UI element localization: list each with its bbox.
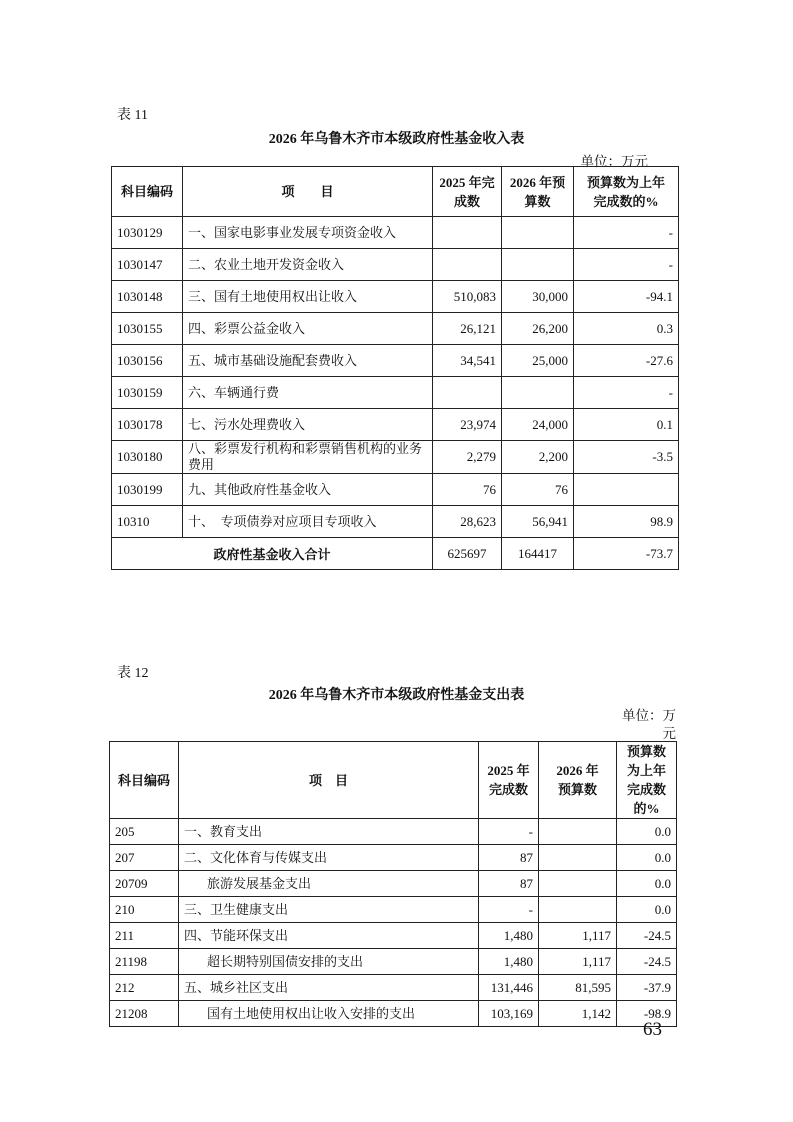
cell-actual-2025: 103,169 bbox=[479, 1001, 539, 1027]
cell-item: 一、国家电影事业发展专项资金收入 bbox=[183, 217, 433, 249]
cell-item: 四、彩票公益金收入 bbox=[183, 313, 433, 345]
cell-item: 九、其他政府性基金收入 bbox=[183, 474, 433, 506]
cell-ratio: -98.9 bbox=[617, 1001, 677, 1027]
table-row bbox=[110, 897, 677, 923]
cell-item: 二、农业土地开发资金收入 bbox=[183, 249, 433, 281]
table-row bbox=[112, 281, 679, 313]
cell-actual-2025: - bbox=[479, 819, 539, 845]
cell-budget-2026 bbox=[539, 819, 617, 845]
cell-budget-2026: 1,117 bbox=[539, 949, 617, 975]
cell-actual-2025 bbox=[433, 249, 502, 281]
cell-item: 国有土地使用权出让收入安排的支出 bbox=[179, 1001, 479, 1027]
cell-actual-2025: 1,480 bbox=[479, 949, 539, 975]
table-row bbox=[112, 345, 679, 377]
table11-unit: 单位：万元 bbox=[580, 154, 648, 169]
cell-actual-2025: 28,623 bbox=[433, 506, 502, 538]
table-row bbox=[110, 871, 677, 897]
table11-total-row bbox=[112, 538, 679, 570]
cell-code: 1030159 bbox=[112, 377, 183, 409]
cell-ratio: 0.0 bbox=[617, 871, 677, 897]
total-label: 政府性基金收入合计 bbox=[112, 538, 433, 570]
cell-code: 1030147 bbox=[112, 249, 183, 281]
cell-budget-2026 bbox=[539, 845, 617, 871]
cell-code: 20709 bbox=[110, 871, 179, 897]
table-row bbox=[110, 1001, 677, 1027]
cell-code: 10310 bbox=[112, 506, 183, 538]
table-row bbox=[110, 923, 677, 949]
cell-actual-2025: 76 bbox=[433, 474, 502, 506]
table-row bbox=[112, 313, 679, 345]
cell-item: 六、车辆通行费 bbox=[183, 377, 433, 409]
cell-item: 四、节能环保支出 bbox=[179, 923, 479, 949]
cell-ratio: -24.5 bbox=[617, 923, 677, 949]
cell-ratio: - bbox=[574, 217, 679, 249]
header-actual-2025: 2025 年完成数 bbox=[433, 167, 502, 217]
header-budget-2026: 2026 年预算数 bbox=[502, 167, 574, 217]
cell-ratio: 98.9 bbox=[574, 506, 679, 538]
cell-ratio: -37.9 bbox=[617, 975, 677, 1001]
cell-actual-2025: 87 bbox=[479, 845, 539, 871]
cell-actual-2025: 1,480 bbox=[479, 923, 539, 949]
cell-budget-2026: 25,000 bbox=[502, 345, 574, 377]
cell-actual-2025: 131,446 bbox=[479, 975, 539, 1001]
table-row bbox=[112, 377, 679, 409]
table-row bbox=[112, 474, 679, 506]
cell-item: 七、污水处理费收入 bbox=[183, 409, 433, 441]
total-budget-2026: 164417 bbox=[502, 538, 574, 570]
total-actual-2025: 625697 bbox=[433, 538, 502, 570]
cell-ratio: -27.6 bbox=[574, 345, 679, 377]
table-row bbox=[110, 949, 677, 975]
table11 bbox=[111, 166, 679, 570]
cell-item: 五、城乡社区支出 bbox=[179, 975, 479, 1001]
cell-budget-2026: 24,000 bbox=[502, 409, 574, 441]
table-row bbox=[112, 249, 679, 281]
cell-actual-2025: - bbox=[479, 897, 539, 923]
cell-budget-2026: 81,595 bbox=[539, 975, 617, 1001]
table-row bbox=[110, 845, 677, 871]
header-code: 科目编码 bbox=[112, 167, 183, 217]
cell-budget-2026: 1,117 bbox=[539, 923, 617, 949]
header-item: 项 目 bbox=[179, 742, 479, 819]
cell-code: 210 bbox=[110, 897, 179, 923]
cell-actual-2025: 34,541 bbox=[433, 345, 502, 377]
header-ratio: 预算数为上年完成数的% bbox=[574, 167, 679, 217]
cell-item: 三、卫生健康支出 bbox=[179, 897, 479, 923]
cell-ratio: 0.1 bbox=[574, 409, 679, 441]
cell-item: 八、彩票发行机构和彩票销售机构的业务费用 bbox=[183, 441, 433, 474]
cell-actual-2025: 23,974 bbox=[433, 409, 502, 441]
cell-code: 1030148 bbox=[112, 281, 183, 313]
cell-actual-2025 bbox=[433, 217, 502, 249]
cell-ratio: 0.3 bbox=[574, 313, 679, 345]
table-row bbox=[112, 441, 679, 474]
page-number: 63 bbox=[643, 1019, 662, 1040]
cell-budget-2026 bbox=[502, 217, 574, 249]
cell-code: 21198 bbox=[110, 949, 179, 975]
cell-actual-2025: 87 bbox=[479, 871, 539, 897]
table11-header-row bbox=[112, 167, 679, 217]
cell-item: 十、 专项债券对应项目专项收入 bbox=[183, 506, 433, 538]
table-row bbox=[112, 409, 679, 441]
cell-code: 211 bbox=[110, 923, 179, 949]
table12 bbox=[109, 741, 677, 1027]
cell-budget-2026: 2,200 bbox=[502, 441, 574, 474]
cell-ratio: 0.0 bbox=[617, 819, 677, 845]
cell-ratio bbox=[574, 474, 679, 506]
header-code: 科目编码 bbox=[110, 742, 179, 819]
cell-budget-2026 bbox=[502, 377, 574, 409]
cell-ratio: - bbox=[574, 377, 679, 409]
cell-code: 212 bbox=[110, 975, 179, 1001]
cell-code: 1030129 bbox=[112, 217, 183, 249]
cell-code: 1030156 bbox=[112, 345, 183, 377]
cell-ratio: -24.5 bbox=[617, 949, 677, 975]
header-actual-2025: 2025 年完成数 bbox=[479, 742, 539, 819]
cell-actual-2025 bbox=[433, 377, 502, 409]
table12-title: 2026 年乌鲁木齐市本级政府性基金支出表 bbox=[268, 688, 525, 703]
cell-code: 1030178 bbox=[112, 409, 183, 441]
cell-budget-2026 bbox=[502, 249, 574, 281]
cell-budget-2026 bbox=[539, 871, 617, 897]
cell-budget-2026: 1,142 bbox=[539, 1001, 617, 1027]
cell-code: 1030180 bbox=[112, 441, 183, 474]
cell-actual-2025: 510,083 bbox=[433, 281, 502, 313]
cell-code: 1030155 bbox=[112, 313, 183, 345]
cell-item: 超长期特别国债安排的支出 bbox=[179, 949, 479, 975]
table-row bbox=[110, 819, 677, 845]
cell-code: 1030199 bbox=[112, 474, 183, 506]
cell-budget-2026 bbox=[539, 897, 617, 923]
header-budget-2026: 2026 年预算数 bbox=[539, 742, 617, 819]
cell-budget-2026: 56,941 bbox=[502, 506, 574, 538]
cell-ratio: -3.5 bbox=[574, 441, 679, 474]
cell-ratio: 0.0 bbox=[617, 845, 677, 871]
table11-label: 表 11 bbox=[117, 108, 148, 123]
header-item: 项 目 bbox=[183, 167, 433, 217]
cell-actual-2025: 2,279 bbox=[433, 441, 502, 474]
cell-actual-2025: 26,121 bbox=[433, 313, 502, 345]
table12-header-row bbox=[110, 742, 677, 819]
table12-label: 表 12 bbox=[117, 666, 149, 681]
cell-ratio: -94.1 bbox=[574, 281, 679, 313]
cell-budget-2026: 30,000 bbox=[502, 281, 574, 313]
cell-item: 二、文化体育与传媒支出 bbox=[179, 845, 479, 871]
table-row bbox=[110, 975, 677, 1001]
cell-code: 207 bbox=[110, 845, 179, 871]
cell-code: 21208 bbox=[110, 1001, 179, 1027]
cell-ratio: 0.0 bbox=[617, 897, 677, 923]
table-row bbox=[112, 217, 679, 249]
table-row bbox=[112, 506, 679, 538]
table12-unit-line2: 元 bbox=[662, 726, 676, 741]
table11-title: 2026 年乌鲁木齐市本级政府性基金收入表 bbox=[268, 132, 525, 147]
cell-item: 五、城市基础设施配套费收入 bbox=[183, 345, 433, 377]
cell-ratio: - bbox=[574, 249, 679, 281]
cell-budget-2026: 76 bbox=[502, 474, 574, 506]
cell-code: 205 bbox=[110, 819, 179, 845]
header-ratio: 预算数为上年完成数的% bbox=[617, 742, 677, 819]
total-ratio: -73.7 bbox=[574, 538, 679, 570]
cell-item: 旅游发展基金支出 bbox=[179, 871, 479, 897]
cell-item: 三、国有土地使用权出让收入 bbox=[183, 281, 433, 313]
cell-budget-2026: 26,200 bbox=[502, 313, 574, 345]
table12-unit-line1: 单位：万 bbox=[622, 708, 676, 723]
cell-item: 一、教育支出 bbox=[179, 819, 479, 845]
